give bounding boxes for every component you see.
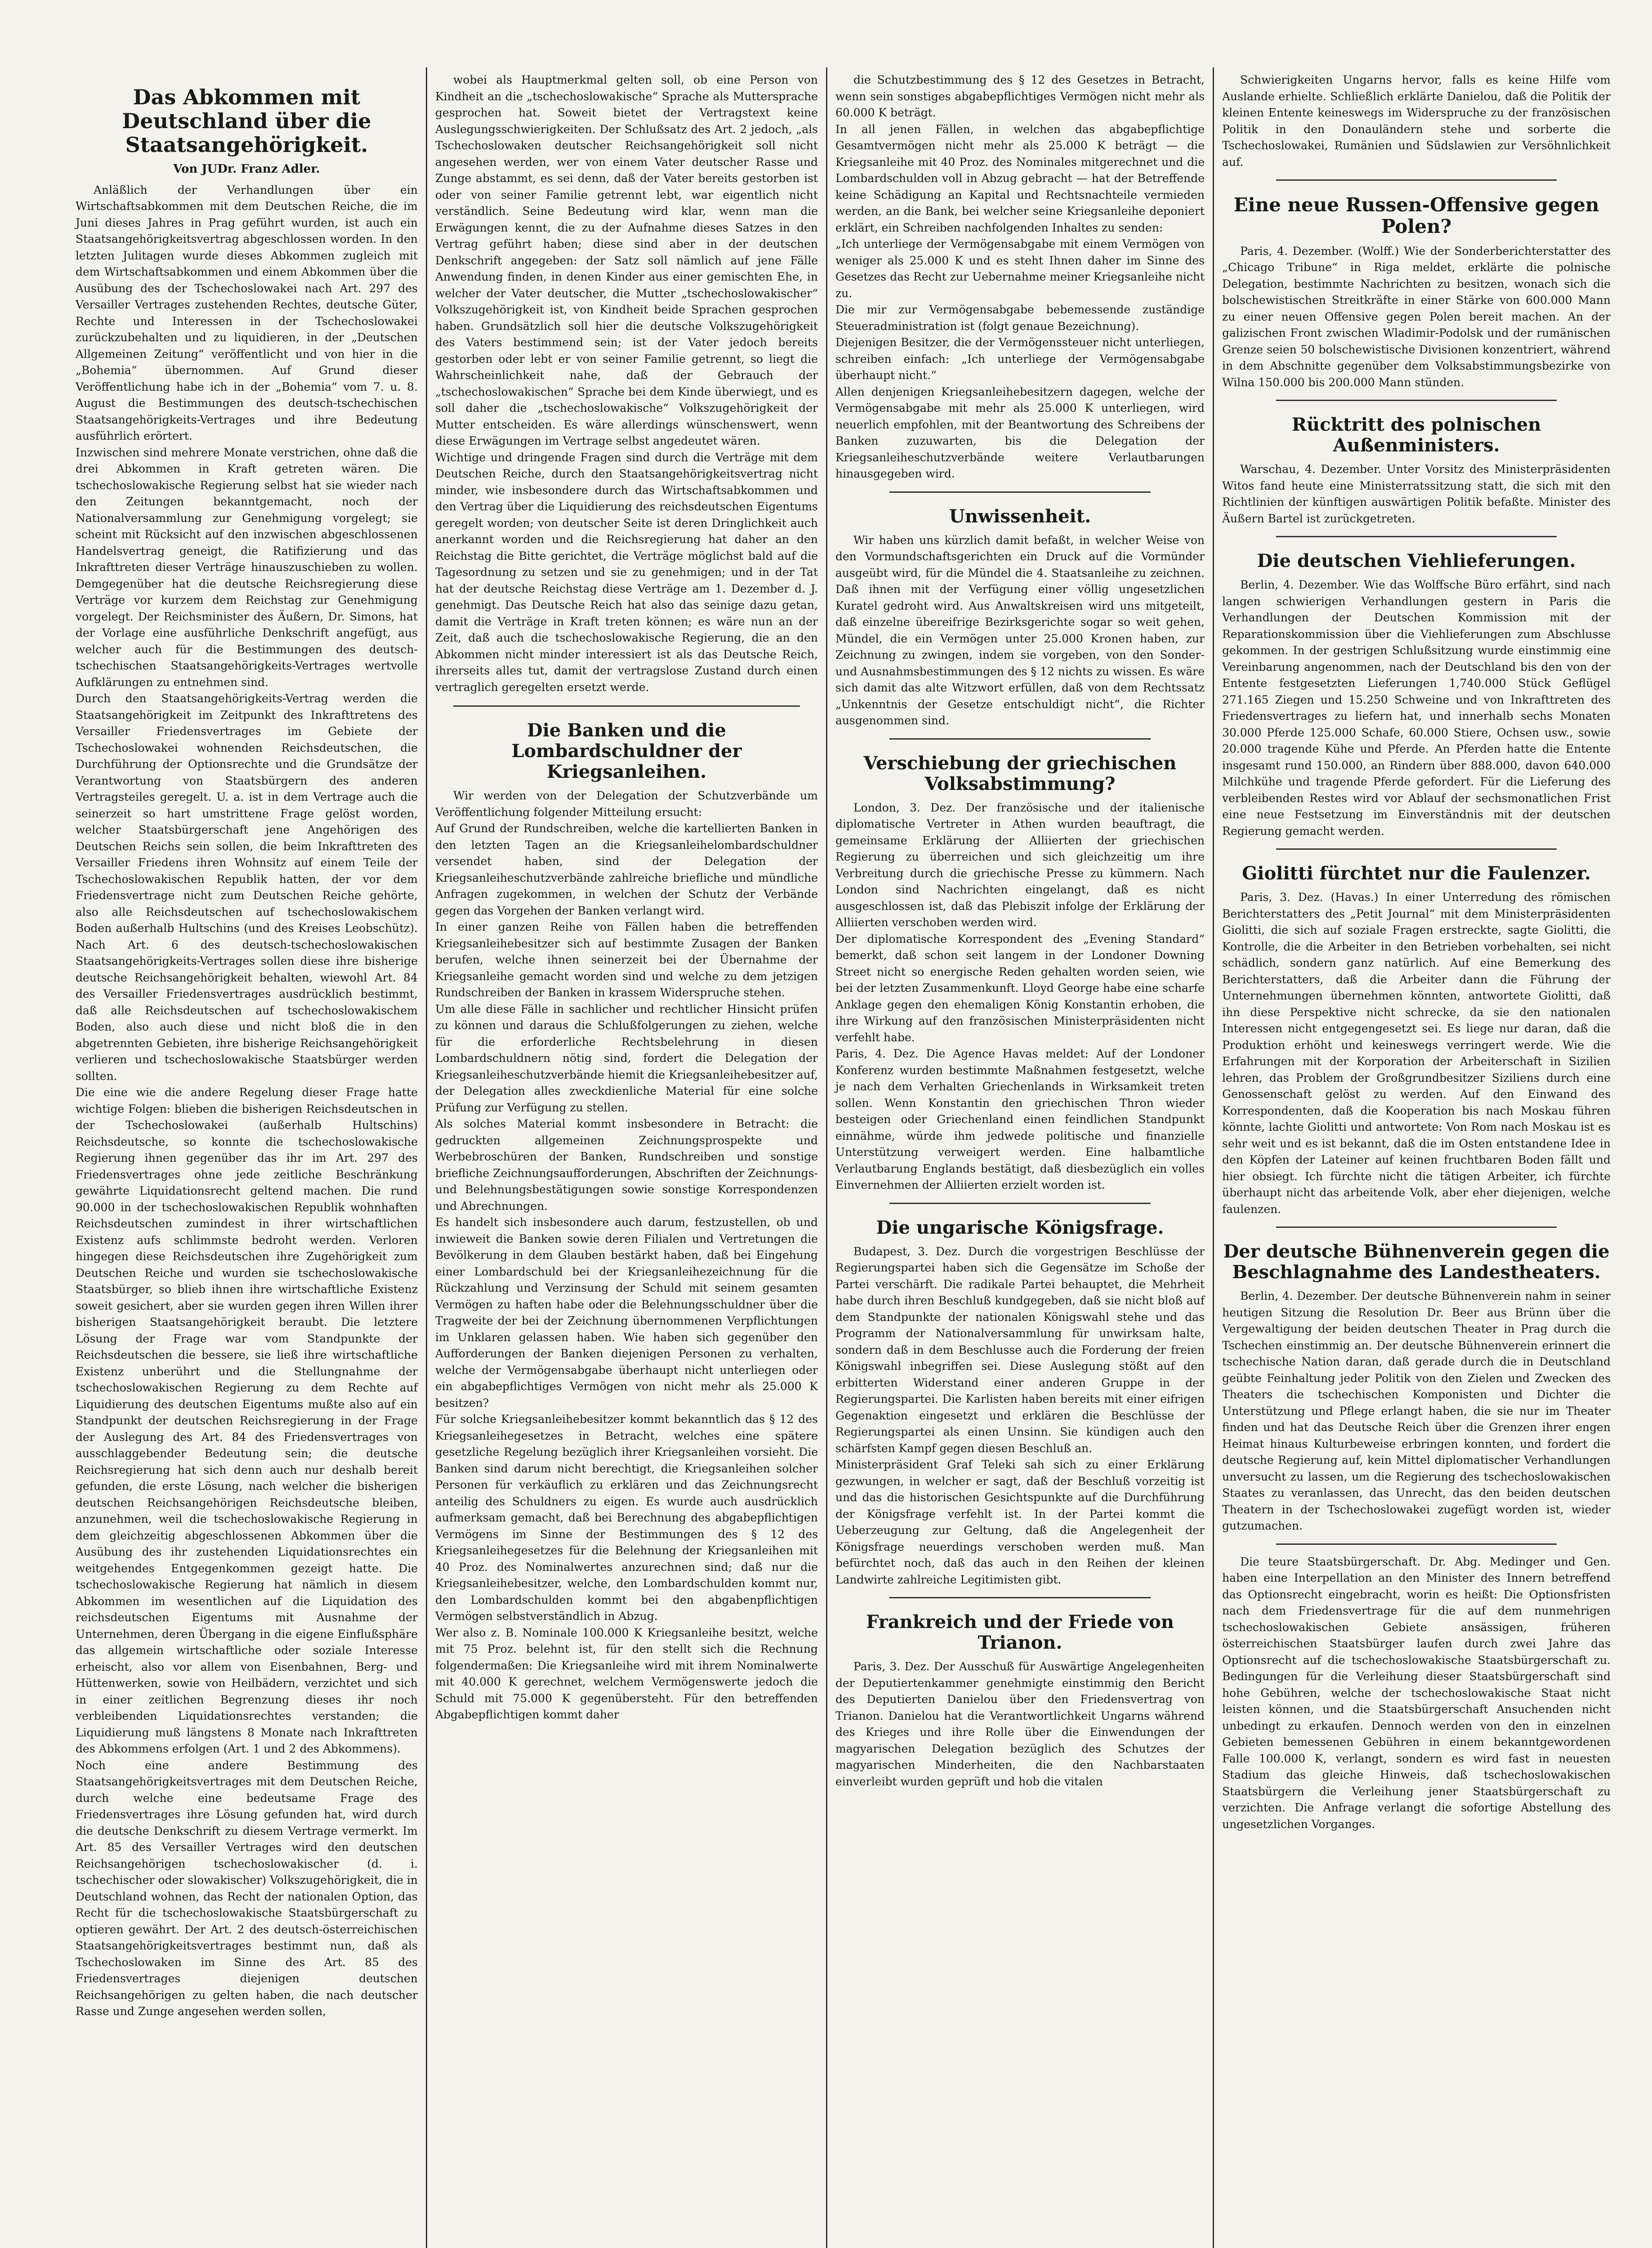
article-headline: Verschiebung der griechischen Volksabstimmung? <box>863 752 1177 794</box>
article-body-continued: die Schutzbestimmung des § 12 des Gesetzes in Betracht, wenn sein sonstiges abgabepflichtiges Vermögen nicht mehr als 60.000 K beträgt. In all jenen Fällen, in welchen das abgabepflichtige Gesamtvermögen nicht mehr als 25.000 K beträgt — die Kriegsanleihe mit 40 Proz. des Nominales mitgerechnet und die Lombardschulden voll in Abzug gebracht — hat der Betreffende keine Schädigung an Kapital und Rechtsnachteile vermieden werden, an die Bank, bei welcher seine Kriegsanleihe deponiert erklärt, ein Schreiben nachfolgenden Inhaltes zu senden: „Ich unterliege der Vermögensabgabe mit einem Vermögen von weniger als 25.000 K und es steht Ihnen daher im Sinne des Gesetzes das Recht zur Uebernahme meiner Kriegsanleihe nicht zu. Die mir zur Vermögensabgabe bebemessende zuständige Steueradministration ist (folgt genaue Bezeichnung). Diejenigen Besitzer, die der Vermögenssteuer nicht unterliegen, schreiben einfach: „Ich unterliege der Vermögensabgabe überhaupt nicht.“ Allen denjenigen Kriegsanleihebesitzern dagegen, welche der Vermögensabgabe mit mehr als 25.000 K unterliegen, wird neuerlich empfohlen, mit der Beantwortung des Schreibens der Banken zuzuwarten, bis die Delegation der Kriegsanleiheschutzverbände weitere Verlautbarungen hinausgegeben wird. <box>835 73 1205 480</box>
article-headline: Die ungarische Königsfrage. <box>876 1217 1164 1238</box>
article-headline: Der deutsche Bühnenverein gegen die Beschlagnahme des Landestheaters. <box>1223 1241 1610 1283</box>
article-headline: Frankreich und der Friede von Trianon. <box>866 1611 1174 1653</box>
article-divider <box>1276 400 1557 401</box>
column-3 <box>827 67 1214 2248</box>
article-headline: Die deutschen Viehlieferungen. <box>1257 550 1576 572</box>
column-1 <box>67 67 427 2248</box>
article-body: Warschau, 4. Dezember. Unter Vorsitz des Ministerpräsidenten Witos fand heute eine Ministerratssitzung statt, die sich mit den Richtlinien der künftigen auswärtigen Politik befaßte. Minister des Äußern Bartel ist zurückgetreten. <box>1222 463 1611 525</box>
article-divider <box>1276 179 1557 181</box>
article-body: Wir werden von der Delegation der Schutzverbände um Veröffentlichung folgender Mitteilung ersucht: Auf Grund der Rundschreiben, welche die kartellierten Banken in den letzten Tagen an die Kriegsanleihelombardschuldner versendet haben, sind der Delegation der Kriegsanleiheschutzverbände zahlreiche briefliche und mündliche Anfragen zugekommen, in welchen der Schutz der Verbände gegen das Vorgehen der Banken verlangt wird. In einer ganzen Reihe von Fällen haben die betreffenden Kriegsanleihebesitzer sich auf bestimmte Zusagen der Banken berufen, welche ihnen seinerzeit bei der Übernahme der Kriegsanleihe gemacht worden sind und welche zu dem jetzigen Rundschreiben der Banken in krassem Widerspruche stehen. Um alle diese Fälle in sachlicher und rechtlicher Hinsicht prüfen zu können und daraus die Schlußfolgerungen zu ziehen, welche für die erforderliche Rechtsbelehrung in diesen Lombardschuldnern nötig sind, fordert die Delegation der Kriegsanleiheschutzverbände hiemit die Kriegsanleihebesitzer auf, der Delegation alles zweckdienliche Material für eine solche Prüfung zur Verfügung zu stellen. Als solches Material kommt insbesondere in Betracht: die gedruckten allgemeinen Zeichnungsprospekte und Werbebroschüren der Banken, Rundschreiben und sonstige briefliche Zeichnungsaufforderungen, Abschriften der Zeichnungs- und Belehnungsbestätigungen sowie sonstige Korrespondenzen und Abrechnungen. Es handelt sich insbesondere auch darum, festzustellen, ob und inwieweit die Banken sowie deren Filialen und Vertretungen die Bevölkerung in dem Glauben bestärkt haben, daß bei Eingehung einer Lombardschuld bei der Kriegsanleihezeichnung für die Rückzahlung und Verzinsung der Schuld mit seinem gesamten Vermögen zu haften habe oder die Belehnungsschuldner über die Tragweite der bei der Zeichnung übernommenen Verpflichtungen im Unklaren gelassen haben. Wie haben sich gegenüber den Aufforderungen der Banken diejenigen Personen zu verhalten, welche der Vermögensabgabe überhaupt nicht unterliegen oder ein abgabepflichtiges Vermögen von nicht mehr als 25.000 K besitzen? Für solche Kriegsanleihebesitzer kommt bekanntlich das § 12 des Kriegsanleihegesetzes in Betracht, welches eine spätere gesetzliche Regelung bezüglich ihrer Kriegsanleihen vorsieht. Die Banken sind darum nicht berechtigt, die Kriegsanleihen solcher Personen für verkäuflich zu erklären und das Zeichnungsrecht anteilig des Schuldners zu eigen. Es wurde auch ausdrücklich aufmerksam gemacht, daß bei Berechnung des abgabepflichtigen Vermögens im Sinne der Bestimmungen des § 12 des Kriegsanleihegesetzes für die Belehnung der Kriegsanleihen mit 40 Proz. des Nominalwertes anzurechnen sind; daß nur die Kriegsanleihebesitzer, welche, den Lombardschulden kommt nur, den Lombardschulden kommt bei den abgabenpflichtigen Vermögen selbstverständlich in Abzug. Wer also z. B. Nominale 100.000 K Kriegsanleihe besitzt, welche mit 75 Proz. belehnt ist, für den stellt sich die Rechnung folgendermaßen: Die Kriegsanleihe wird mit ihrem Nominalwerte mit 40.000 K gerechnet, welchem Vermögenswerte jedoch die Schuld mit 75.000 K gegenübersteht. Für den betreffenden Abgabepflichtigen kommt daher <box>435 789 818 1721</box>
article-divider <box>889 491 1151 493</box>
article-divider <box>1276 1227 1557 1228</box>
article-body-continued: wobei als Hauptmerkmal gelten soll, ob eine Person von Kindheit an die „tschechoslowakische“ Sprache als Muttersprache gesprochen hat. Soweit bietet der Vertragstext keine Auslegungsschwierigkeiten. Der Schlußsatz des Art. 2 jedoch, „als Tschechoslowaken deutscher Reichsangehörigkeit soll nicht angesehen werden, wer von einem Vater deutscher Rasse und Zunge abstammt, es sei denn, daß der Vater bereits gestorben ist oder von seiner Familie getrennt lebt, war eigentlich nicht verständlich. Seine Bedeutung wird klar, wenn man die Erwägungen kennt, die zu der Aufnahme dieses Satzes in den Vertrag geführt haben; diese sind aber in der deutschen Denkschrift angegeben: der Satz soll nämlich auf jene Fälle Anwendung finden, in denen Kinder aus einer gemischten Ehe, in welcher der Vater deutscher, die Mutter „tschechoslowakischer“ Volkszugehörigkeit ist, von Kindheit beide Sprachen gesprochen haben. Grundsätzlich soll hier die deutsche Volkszugehörigkeit des Vaters bestimmend sein; ist der Vater jedoch bereits gestorben oder lebt er von seiner Familie getrennt, so liegt die Wahrscheinlichkeit nahe, daß der Gebrauch der „tschechoslowakischen“ Sprache bei dem Kinde überwiegt, und es soll daher die „tschechoslowakische“ Volkszugehörigkeit der Mutter entscheiden. Es wäre allerdings wünschenswert, wenn diese Erwägungen im Vertrage selbst angedeutet wären. Wichtige und dringende Fragen sind durch die Verträge mit dem Deutschen Reiche, durch den Staatsangehörigkeitsvertrag nicht minder, wie insbesondere durch das Wirtschaftsabkommen und den Vertrag über die Liquidierung des reichsdeutschen Eigentums geregelt worden; von deutscher Seite ist deren Dringlichkeit auch anerkannt worden und die Reichsregierung hat daher an den Reichstag die Bitte gerichtet, die Verträge möglichst bald auf die Tagesordnung zu setzen und sie zu genehmigen; und in der Tat hat der deutsche Reichstag diese Verträge am 1. Dezember d. J. genehmigt. Das Deutsche Reich hat also das seinige dazu getan, damit die Verträge in Kraft treten können; es wäre nun an der Zeit, daß auch die tschechoslowakische Regierung, die an den Abkommen nicht minder interessiert ist als das Deutsche Reich, ihrerseits alles tut, damit der vertragslose Zustand durch einen vertraglich geregelten ersetzt werde. <box>435 73 818 694</box>
article-headline: Unwissenheit. <box>949 505 1091 527</box>
article-headline: Rücktritt des polnischen Außenministers. <box>1291 414 1541 456</box>
article-divider <box>1276 1543 1557 1545</box>
article-body: London, 3. Dez. Der französische und der italienische diplomatische Vertreter in Athen wurden beauftragt, die gemeinsame Erklärung der Alliierten der griechischen Regierung zu überreichen und sich gleichzeitig um ihre Verbreitung durch die griechische Presse zu kümmern. Nach London sind Nachrichten eingelangt, daß es nicht ausgeschlossen ist, daß das Plebiszit infolge der Erklärung der Alliierten verschoben werden wird. Der diplomatische Korrespondent des „Evening Standard“ bemerkt, daß schon seit langem in der Londoner Downing Street nicht so energische Reden gehalten worden seien, wie bei der letzten Zusammenkunft. Lloyd George habe eine scharfe Anklage gegen den ehemaligen König Konstantin erhoben, die ihre Wirkung auf den französischen Ministerpräsidenten nicht verfehlt habe. Paris, 4. Dez. Die Agence Havas meldet: Auf der Londoner Konferenz wurden bestimmte Maßnahmen festgesetzt, welche je nach dem Verhalten Griechenlands in Wirksamkeit treten sollen. Wenn Konstantin den griechischen Thron wieder besteigen oder Griechenland einen feindlichen Standpunkt einnähme, würde ihm jedwede politische und finanzielle Unterstützung verweigert werden. Eine halbamtliche Verlautbarung Englands bestätigt, daß diesbezüglich ein volles Einvernehmen der Alliierten erzielt worden ist. <box>835 801 1205 1191</box>
article-body: Paris, 3. Dez. Der Ausschuß für Auswärtige Angelegenheiten der Deputiertenkammer genehmigte einstimmig den Bericht des Deputierten Danielou über den Friedensvertrag von Trianon. Danielou hat die Verantwortlichkeit Ungarns während des Krieges und ihre Rolle über die Einwendungen der magyarischen Delegation bezüglich des Schutzes der magyarischen Minderheiten, die den Nachbarstaaten einverleibt wurden geprüft und hob die vitalen <box>835 1660 1205 1788</box>
article-body: Anläßlich der Verhandlungen über ein Wirtschaftsabkommen mit dem Deutschen Reiche, die im Juni dieses Jahres in Prag geführt wurden, ist auch ein Staatsangehörigkeitsvertrag abgeschlossen worden. In den letzten Julitagen wurde dieses Abkommen zugleich mit dem Wirtschaftsabkommen und einem Abkommen über die Ausübung des der Tschechoslowakei nach Art. 297 des Versailler Vertrages zustehenden Rechtes, deutsche Güter, Rechte und Interessen in der Tschechoslowakei zurückzubehalten und zu liquidieren, in der „Deutschen Allgemeinen Zeitung“ veröffentlicht und von hier in die „Bohemia“ übernommen. Auf Grund dieser Veröffentlichung habe ich in der „Bohemia“ vom 7. u. 8. August die Bestimmungen des deutsch-tschechischen Staatsangehörigkeits-Vertrages und ihre Bedeutung ausführlich erörtert. Inzwischen sind mehrere Monate verstrichen, ohne daß die drei Abkommen in Kraft getreten wären. Die tschechoslowakische Regierung selbst hat sie wieder nach den Zeitungen bekanntgemacht, noch der Nationalversammlung zur Genehmigung vorgelegt; sie scheint mit Rücksicht auf den inzwischen abgeschlossenen Handelsvertrag geneigt, die Ratifizierung und das Inkrafttreten dieser Verträge hinauszuschieben zu wollen. Demgegenüber hat die deutsche Reichsregierung diese Verträge vor kurzem dem Reichstag zur Genehmigung vorgelegt. Der Reichsminister des Äußern, Dr. Simons, hat der Vorlage eine ausführliche Denkschrift angefügt, aus welcher auch für die Bestimmungen des deutsch-tschechischen Staatsangehörigkeits-Vertrages wertvolle Aufklärungen zu entnehmen sind. Durch den Staatsangehörigkeits-Vertrag werden die Staatsangehörigkeit im Zeitpunkt des Inkrafttretens des Versailler Friedensvertrages im Gebiete der Tschechoslowakei wohnenden Reichsdeutschen, die Durchführung der Optionsrechte und die Grundsätze der Verantwortung von Staatsbürgern des anderen Vertragsteiles geregelt. U. a. ist in dem Vertrage auch die seinerzeit so hart umstrittene Frage gelöst worden, welcher Staatsbürgerschaft jene Angehörigen des Deutschen Reichs sein sollen, die beim Inkrafttreten des Versailler Friedens ihren Wohnsitz auf einem Teile der Tschechoslowakischen Republik hatten, der vor dem Friedensvertrage nicht zum Deutschen Reiche gehörte, also alle Reichsdeutschen auf tschechoslowakischem Boden außerhalb Hultschins (und des Kreises Leobschütz). Nach Art. 6 des deutsch-tschechoslowakischen Staatsangehörigkeits-Vertrages sollen diese ihre bisherige deutsche Reichsangehörigkeit behalten, wiewohl Art. 84 des Versailler Friedensvertrages ausdrücklich bestimmt, daß alle Reichsdeutschen auf tschechoslowakischem Boden, also auch diese und nicht bloß die in den abgetrennten Gebieten, ihre bisherige Reichsangehörigkeit verlieren und tschechoslowakische Staatsbürger werden sollten. Die eine wie die andere Regelung dieser Frage hatte wichtige Folgen: blieben die bisherigen Reichsdeutschen in der Tschechoslowakei (außerhalb Hultschins) Reichsdeutsche, so konnte die tschechoslowakische Regierung ihnen gegenüber das ihr im Art. 297 des Friedensvertrages ohne jede zeitliche Beschränkung gewährte Liquidationsrecht geltend machen. Die rund 90.000 in der tschechoslowakischen Republik wohnhaften Reichsdeutschen zumindest in ihrer wirtschaftlichen Existenz aufs schlimmste bedroht werden. Verloren hingegen diese Reichsdeutschen ihre Zugehörigkeit zum Deutschen Reiche und wurden sie tschechoslowakische Staatsbürger, so blieb ihnen ihre wirtschaftliche Existenz soweit gesichert, aber sie wurden gegen ihren Willen ihrer bisherigen Staatsangehörigkeit beraubt. Die letztere Lösung der Frage war vom Standpunkte der Reichsdeutschen die bessere, sie ließ ihre wirtschaftliche Existenz unberührt und die Stellungnahme der tschechoslowakischen Regierung zu dem Rechte auf Liquidierung des deutschen Eigentums mußte also auf ein Standpunkt der deutschen Reichsregierung in der Frage der Auslegung des Art. 84 des Friedensvertrages von ausschlaggebender Bedeutung sein; die deutsche Reichsregierung hat sich denn auch nur deshalb bereit gefunden, die erste Lösung, nach welcher die bisherigen deutschen Reichsangehörigen Reichsdeutsche bleiben, anzunehmen, weil die tschechoslowakische Regierung in dem gleichzeitig abgeschlossenen Abkommen über die Ausübung des ihr zustehenden Liquidationsrechtes ein weitgehendes Entgegenkommen gezeigt hatte. Die tschechoslowakische Regierung hat nämlich in diesem Abkommen im wesentlichen auf die Liquidation des reichsdeutschen Eigentums mit Ausnahme der Unternehmen, deren Übergang in die eigene Einflußsphäre das allgemein wirtschaftliche oder soziale Interesse erheischt, also vor allem von Eisenbahnen, Berg- und Hüttenwerken, sowie von Heilbädern, verzichtet und sich in einer zeitlichen Begrenzung dieses ihr noch verbleibenden Liquidationsrechtes verstanden; die Liquidierung muß längstens 8 Monate nach Inkrafttreten des Abkommens erfolgen (Art. 1 und 2 des Abkommens). Noch eine andere Bestimmung des Staatsangehörigkeitsvertrages mit dem Deutschen Reiche, durch welche eine bedeutsame Frage des Friedensvertrages ihre Lösung gefunden hat, wird durch die deutsche Denkschrift zu diesem Vertrage vermerkt. Im Art. 85 des Versailler Vertrages wird den deutschen Reichsangehörigen tschechoslowakischer (d. i. tschechischer oder slowakischer) Volkszugehörigkeit, die in Deutschland wohnen, das Recht der nationalen Option, das Recht für die tschechoslowakische Staatsbürgerschaft zu optieren gewährt. Der Art. 2 des deutsch-österreichischen Staatsangehörigkeitsvertrages bestimmt nun, daß als Tschechoslowaken im Sinne des Art. 85 des Friedensvertrages diejenigen deutschen Reichsangehörigen zu gelten haben, die nach deutscher Rasse und Zunge angesehen werden sollen, <box>76 183 418 2018</box>
article-divider <box>1276 536 1557 537</box>
article-body: Paris, 3. Dez. (Havas.) In einer Unterredung des römischen Berichterstatters des „Petit Journal“ mit dem Ministerpräsidenten Giolitti, die sich auf soziale Fragen erstreckte, sagte Giolitti, die Kontrolle, die die Arbeiter in den Betrieben vorbehalten, sei nicht schädlich, sondern ganz natürlich. Auf eine Bemerkung des Berichterstatters, daß die Arbeiter dann die Führung der Unternehmungen übernehmen könnten, antwortete Giolitti, daß ihn diese Perspektive nicht schrecke, da sie den nationalen Interessen nicht entgegengesetzt sei. Es liege nur daran, daß die Produktion erhöht und keineswegs verringert werde. Wie die Erfahrungen mit der Korporation der Arbeiterschaft in Sizilien lehren, das Problem der Großgrundbesitzer Siziliens durch eine Genossenschaft gelöst zu werden. Auf den Einwand des Korrespondenten, daß die Kooperation bis nach Moskau führen könnte, lachte Giolitti und antwortete: Von Rom nach Moskau ist es sehr weit und es ist bekannt, daß die im Osten entstandene Idee in den Köpfen der Lateiner auf keinen fruchtbaren Boden fällt und hier obsiegt. Ich fürchte nicht die tätigen Arbeiter, ich fürchte überhaupt nicht das arbeitende Volk, aber eher diejenigen, welche faulenzen. <box>1222 891 1611 1216</box>
article-headline: Die Banken und die Lombardschuldner der Kriegsanleihen. <box>511 720 742 782</box>
article-body: Berlin, 4. Dezember. Der deutsche Bühnenverein nahm in seiner heutigen Sitzung die Resolution Dr. Beer aus Brünn über die Vergewaltigung der beiden deutschen Theater in Prag durch die Tschechen einstimmig an. Der deutsche Bühnenverein erinnert die tschechische Nation daran, daß gerade durch die in Deutschland geübte Feinhaltung jeder Politik von den Zielen und Zwecken des Theaters die tschechischen Komponisten und Dichter die Unterstützung und Pflege erlangt haben, die sie nur im Theater finden und hat das Deutsche Reich über die Grenzen ihrer engen Heimat hinaus Kulturbeweise erbringen konnten, und fordert die deutsche Regierung auf, kein Mittel diplomatischer Verhandlungen unversucht zu lassen, um die Regierung des tschechoslowakischen Staates zu veranlassen, das Unrecht, das den beiden deutschen Theatern in der Tschechoslowakei zugefügt worden ist, wieder gutzumachen. <box>1222 1289 1611 1533</box>
article-headline: Giolitti fürchtet nur die Faulenzer. <box>1242 863 1591 884</box>
newspaper-page <box>67 67 1619 2248</box>
article-headline: Eine neue Russen-Offensive gegen Polen? <box>1233 194 1599 238</box>
article-byline: Von JUDr. Franz Adler. <box>173 162 320 176</box>
article-headline: Das Abkommen mit Deutschland über die Staatsangehörigkeit. <box>122 85 371 157</box>
column-4 <box>1214 67 1619 2248</box>
article-body: Budapest, 3. Dez. Durch die vorgestrigen Beschlüsse der Regierungspartei haben sich die Gegensätze im Schoße der Partei verschärft. Die radikale Partei behauptet, die Mehrheit habe durch ihren Beschluß kundgegeben, daß sie nicht bloß auf dem Standpunkte der nationalen Königswahl stehe und das Programm der Nationalversammlung für unwirksam halte, sondern daß in dem Beschlusse auch die Forderung der freien Königswahl inbegriffen sei. Diese Auslegung stößt auf den erbitterten Widerstand einer anderen Gruppe in der Regierungspartei. Die Karlisten haben bereits mit einer eifrigen Gegenaktion eingesetzt und erklären die Beschlüsse der Regierungspartei als einen Unsinn. Sie kündigen auch den schärfsten Kampf gegen diesen Beschluß an. Ministerpräsident Graf Teleki sah sich zu einer Erklärung gezwungen, in welcher er sagt, daß der Beschluß vorzeitig ist und das die historischen Gesichtspunkte auf die Durchführung der Königsfrage verfehlt ist. In der Partei kommt die Ueberzeugung zur Geltung, daß die Angelegenheit der Königsfrage neuerdings verschoben werden muß. Man befürchtet noch, daß das auch in den Reihen der kleinen Landwirte zahlreiche Legitimisten gibt. <box>835 1244 1205 1586</box>
article-divider <box>889 738 1151 740</box>
article-body-continued: Schwierigkeiten Ungarns hervor, falls es keine Hilfe vom Auslande erhielte. Schließlich erklärte Danielou, daß die Politik der kleinen Entente keineswegs im Widerspruche zu der französischen Politik in den Donauländern stehe und sorberte die Tschechoslowakei, Rumänien und Südslawien zur Versöhnlichkeit auf. <box>1222 73 1611 169</box>
article-body: Paris, 4. Dezember. (Wolff.) Wie der Sonderberichterstatter des „Chicago Tribune“ in Riga meldet, erklärte die polnische Delegation, bestimmte Nachrichten zu besitzen, wonach sich die bolschewistischen Streitkräfte in einer Stärke von 600.000 Mann zu einer neuen Offensive gegen Polen bereit machen. An der galizischen Front zwischen Wladimir-Podolsk und der rumänischen Grenze seien 50 bolschewistische Divisionen konzentriert, während in dem Abschnitte gegenüber dem Volksabstimmungsbezirke von Wilna 150.000 bis 200.000 Mann stünden. <box>1222 244 1611 389</box>
article-body: Wir haben uns kürzlich damit befaßt, in welcher Weise von den Vormundschaftsgerichten ein Druck auf die Vormünder ausgeübt wird, für die Mündel die 4. Staatsanleihe zu zeichnen. Daß ihnen mit der Verfügung einer völlig ungesetzlichen Kuratel gedroht wird. Aus Anwaltskreisen wird uns mitgeteilt, daß einzelne übereifrige Bezirksgerichte sogar so weit gehen, Mündel, die ein Vermögen unter 25.000 Kronen haben, zur Zeichnung zu zwingen, indem sie vorgeben, von den Sonder- und Ausnahmsbestimmungen des § 12 nichts zu wissen. Es wäre sich damit das alte Witzwort erfüllen, daß von dem Rechtssatz „Unkenntnis der Gesetze entschuldigt nicht“, die Richter ausgenommen sind. <box>835 533 1205 727</box>
column-2 <box>427 67 827 2248</box>
article-divider <box>453 705 800 707</box>
article-body: Berlin, 4. Dezember. Wie das Wolffsche Büro erfährt, sind nach langen schwierigen Verhandlungen gestern in Paris die Verhandlungen der Deutschen Kommission mit der Reparationskommission über die Viehlieferungen zum Abschlusse gekommen. In der gestrigen Schlußsitzung wurde einstimmig eine Vereinbarung angenommen, nach der Deutschland bis den von der Entente festgesetzten Lieferungen 1,740.000 Stück Geflügel 271.165 Ziegen und 15.250 Schweine und von Inkrafttreten des Friedensvertrages zu liefern hat, und innerhalb sechs Monaten 30.000 Pferde 125.000 Schafe, 60.000 Stiere, Ochsen usw., sowie 20.000 tragende Kühe und Pferde. An Pferden hatte die Entente insgesamt rund 150.000, an Rindern über 888.000, davon 640.000 Milchkühe und tragende Pferde gefordert. Für die Lieferung des verbleibenden Restes wird vor Ablauf der sechsmonatlichen Frist eine neue Festsetzung im Einverständnis mit der deutschen Regierung gemacht werden. <box>1222 578 1611 838</box>
article-divider <box>889 1597 1151 1598</box>
article-divider <box>1276 848 1557 850</box>
article-body: Die teure Staatsbürgerschaft. Dr. Abg. Medinger und Gen. haben eine Interpellation an den Minister des Innern betreffend das Optionsrecht eingebracht, worin es heißt: Die Optionsfristen nach dem Friedensvertrage für die auf dem nunmehrigen tschechoslowakischen Gebiete ansässigen, früheren österreichischen Staatsbürger laufen durch zwei Jahre das Optionsrecht auf die tschechoslowakische Staatsbürgerschaft zu. Bedingungen für die Verleihung dieser Staatsbürgerschaft sind hohe Gebühren, welche der tschechoslowakische Staat nicht leisten können, und die Staatsbürgerschaft Ansuchenden nicht unbedingt zu erkaufen. Dennoch werden von den in einzelnen Gebieten bemessenen Gebühren in einem bekanntgewordenen Falle 100.000 K, verlangt, sondern es wird fast in neuesten Stadium das gleiche Hinweis, daß tschechoslowakischen Staatsbürgern die Verleihung jener Staatsbürgerschaft zu verzichten. Die Anfrage verlangt die sofortige Abstellung des ungesetzlichen Vorganges. <box>1222 1555 1611 1831</box>
article-divider <box>889 1203 1151 1204</box>
